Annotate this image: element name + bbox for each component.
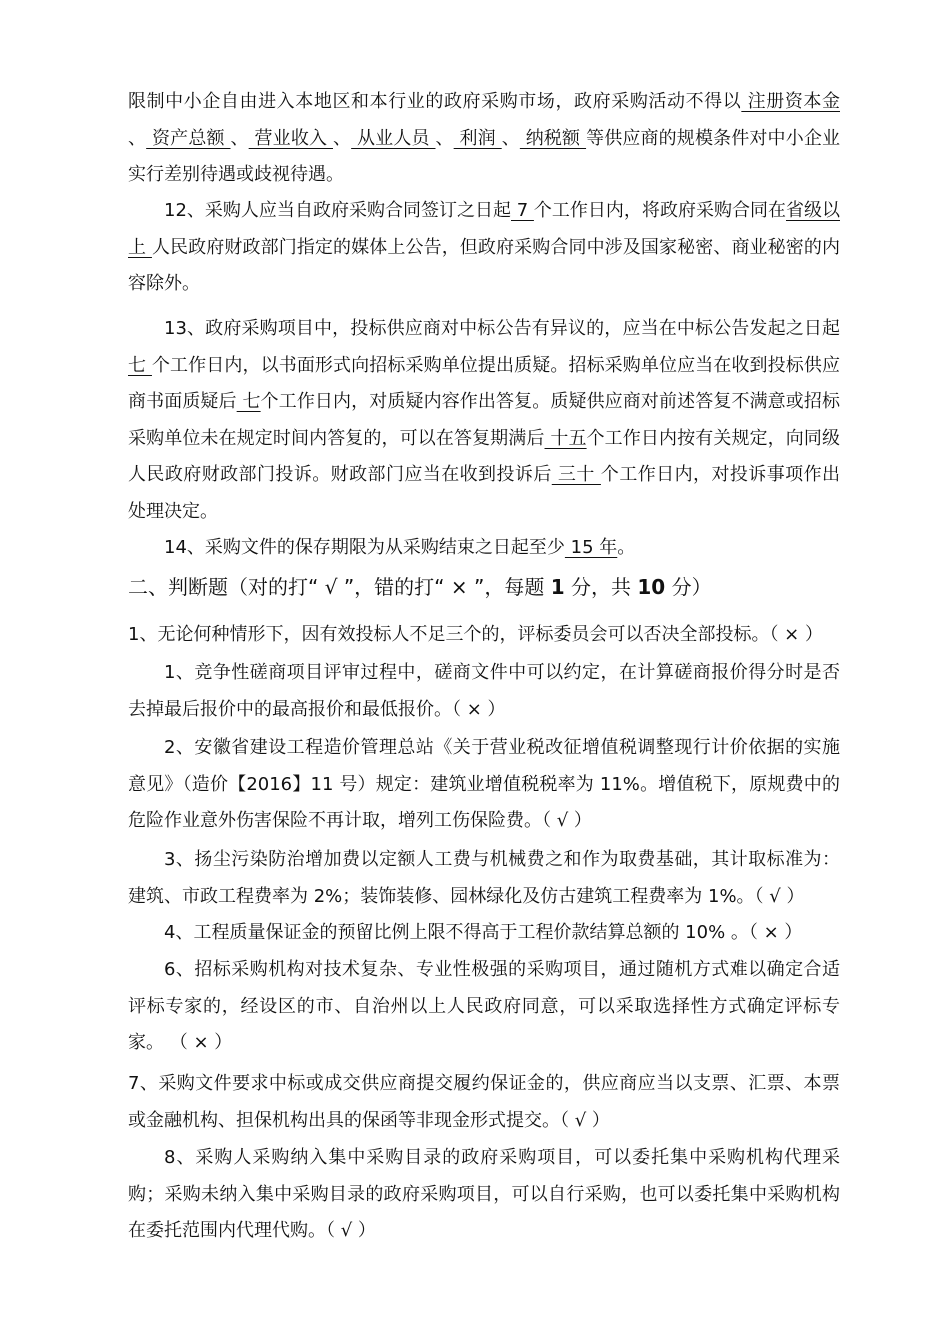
judgment-item-4: 4、工程质量保证金的预留比例上限不得高于工程价款结算总额的 10% 。（ × ） <box>164 922 803 943</box>
judgment-item-1a: 1、无论何种情形下，因有效投标人不足三个的，评标委员会可以否决全部投标。（ × ） <box>128 624 823 645</box>
points-total: 10 <box>637 575 666 599</box>
blank-answer: 三十 <box>551 464 601 485</box>
text: 、 <box>435 127 454 149</box>
blank-answer: 营业收入 <box>248 127 333 149</box>
text: 分） <box>665 575 712 599</box>
points-each: 1 <box>550 575 565 599</box>
question-13 <box>128 311 840 530</box>
blank-answer: 7 <box>511 200 534 221</box>
text: 14、采购文件的保存期限为从采购结束之日起至少 <box>164 537 565 558</box>
blank-answer: 十五 <box>544 427 587 449</box>
judgment-item-7: 7、采购文件要求中标或成交供应商提交履约保证金的，供应商应当以支票、汇票、本票或金融机构、担保机构出具的保函等非现金形式提交。（ √ ） <box>128 1073 840 1131</box>
question-12 <box>128 193 840 303</box>
text: 。 <box>617 537 636 558</box>
text: 个工作日内，将政府采购合同在 <box>533 200 786 221</box>
judgment-item-3: 3、扬尘污染防治增加费以定额人工费与机械费之和作为取费基础，其计取标准为：建筑、市政工程费率为 2%；装饰装修、园林绿化及仿古建筑工程费率为 1%。（ √ ） <box>128 849 840 907</box>
text: 、 <box>333 127 352 149</box>
judgment-item-6: 6、招标采购机构对技术复杂、专业性极强的采购项目，通过随机方式难以确定合适评标专家的，经设区的市、自治州以上人民政府同意，可以采取选择性方式确定评标专家。 （ × ） <box>128 959 840 1053</box>
text: 、 <box>128 127 147 149</box>
blank-answer: 七 <box>128 354 152 376</box>
blank-answer: 利润 <box>453 127 502 149</box>
text: 等供应商的规模条件对中小企业实行差别待遇或歧视待遇。 <box>128 127 841 185</box>
text: 个工作日内按有关规定，向同级人民政府财政部门投诉。财政部门应当在收到投诉后 <box>128 427 840 485</box>
text: 个工作日内，对投诉事项作出处理决定。 <box>128 464 840 522</box>
text: 、 <box>230 127 249 149</box>
text: 个工作日内，对质疑内容作出答复。质疑供应商对前述答复不满意或招标采购单位未在规定时间内答复的，可以在答复期满后 <box>128 391 840 449</box>
blank-answer: 15 年 <box>564 537 618 558</box>
blank-answer: 资产总额 <box>146 127 231 149</box>
text: 人民政府财政部门指定的媒体上公告，但政府采购合同中涉及国家秘密、商业秘密的内容除外。 <box>128 236 840 294</box>
blank-answer: 从业人员 <box>351 127 436 149</box>
text: 12、采购人应当自政府采购合同签订之日起 <box>164 200 511 221</box>
text: 个工作日内，以书面形式向招标采购单位提出质疑。招标采购单位应当在收到投标供应商书面质疑后 <box>128 354 840 412</box>
section-heading-true-false <box>128 569 840 605</box>
blank-answer: 注册资本金 <box>741 91 840 112</box>
text: 分，共 <box>564 575 638 599</box>
blank-answer: 纳税额 <box>519 127 587 149</box>
judgment-item-1b: 1、竞争性磋商项目评审过程中，磋商文件中可以约定，在计算磋商报价得分时是否去掉最后报价中的最高报价和最低报价。（ × ） <box>128 662 840 720</box>
text: 13、政府采购项目中，投标供应商对中标公告有异议的，应当在中标公告发起之日起 <box>164 318 840 339</box>
text: 限制中小企自由进入本地区和本行业的政府采购市场，政府采购活动不得以 <box>128 91 742 112</box>
blank-answer: 七 <box>236 391 261 412</box>
blank-answer: 省级以上 <box>128 200 840 258</box>
question-14 <box>128 530 840 567</box>
text: 、 <box>501 127 520 149</box>
judgment-item-8: 8、采购人采购纳入集中采购目录的政府采购项目，可以委托集中采购机构代理采购；采购未纳入集中采购目录的政府采购项目，可以自行采购，也可以委托集中采购机构在委托范围内代理代购。（ √ ） <box>128 1147 840 1241</box>
paragraph-11-continuation <box>128 84 840 194</box>
text: 二、判断题（对的打“ √ ”，错的打“ × ”，每题 <box>128 575 551 599</box>
judgment-item-2: 2、安徽省建设工程造价管理总站《关于营业税改征增值税调整现行计价依据的实施意见》（造价【2016】11 号）规定：建筑业增值税税率为 11%。增值税下，原规费中的危险作业意外伤害保险不再计取，增列工伤保险费。（ √ ） <box>128 737 840 831</box>
